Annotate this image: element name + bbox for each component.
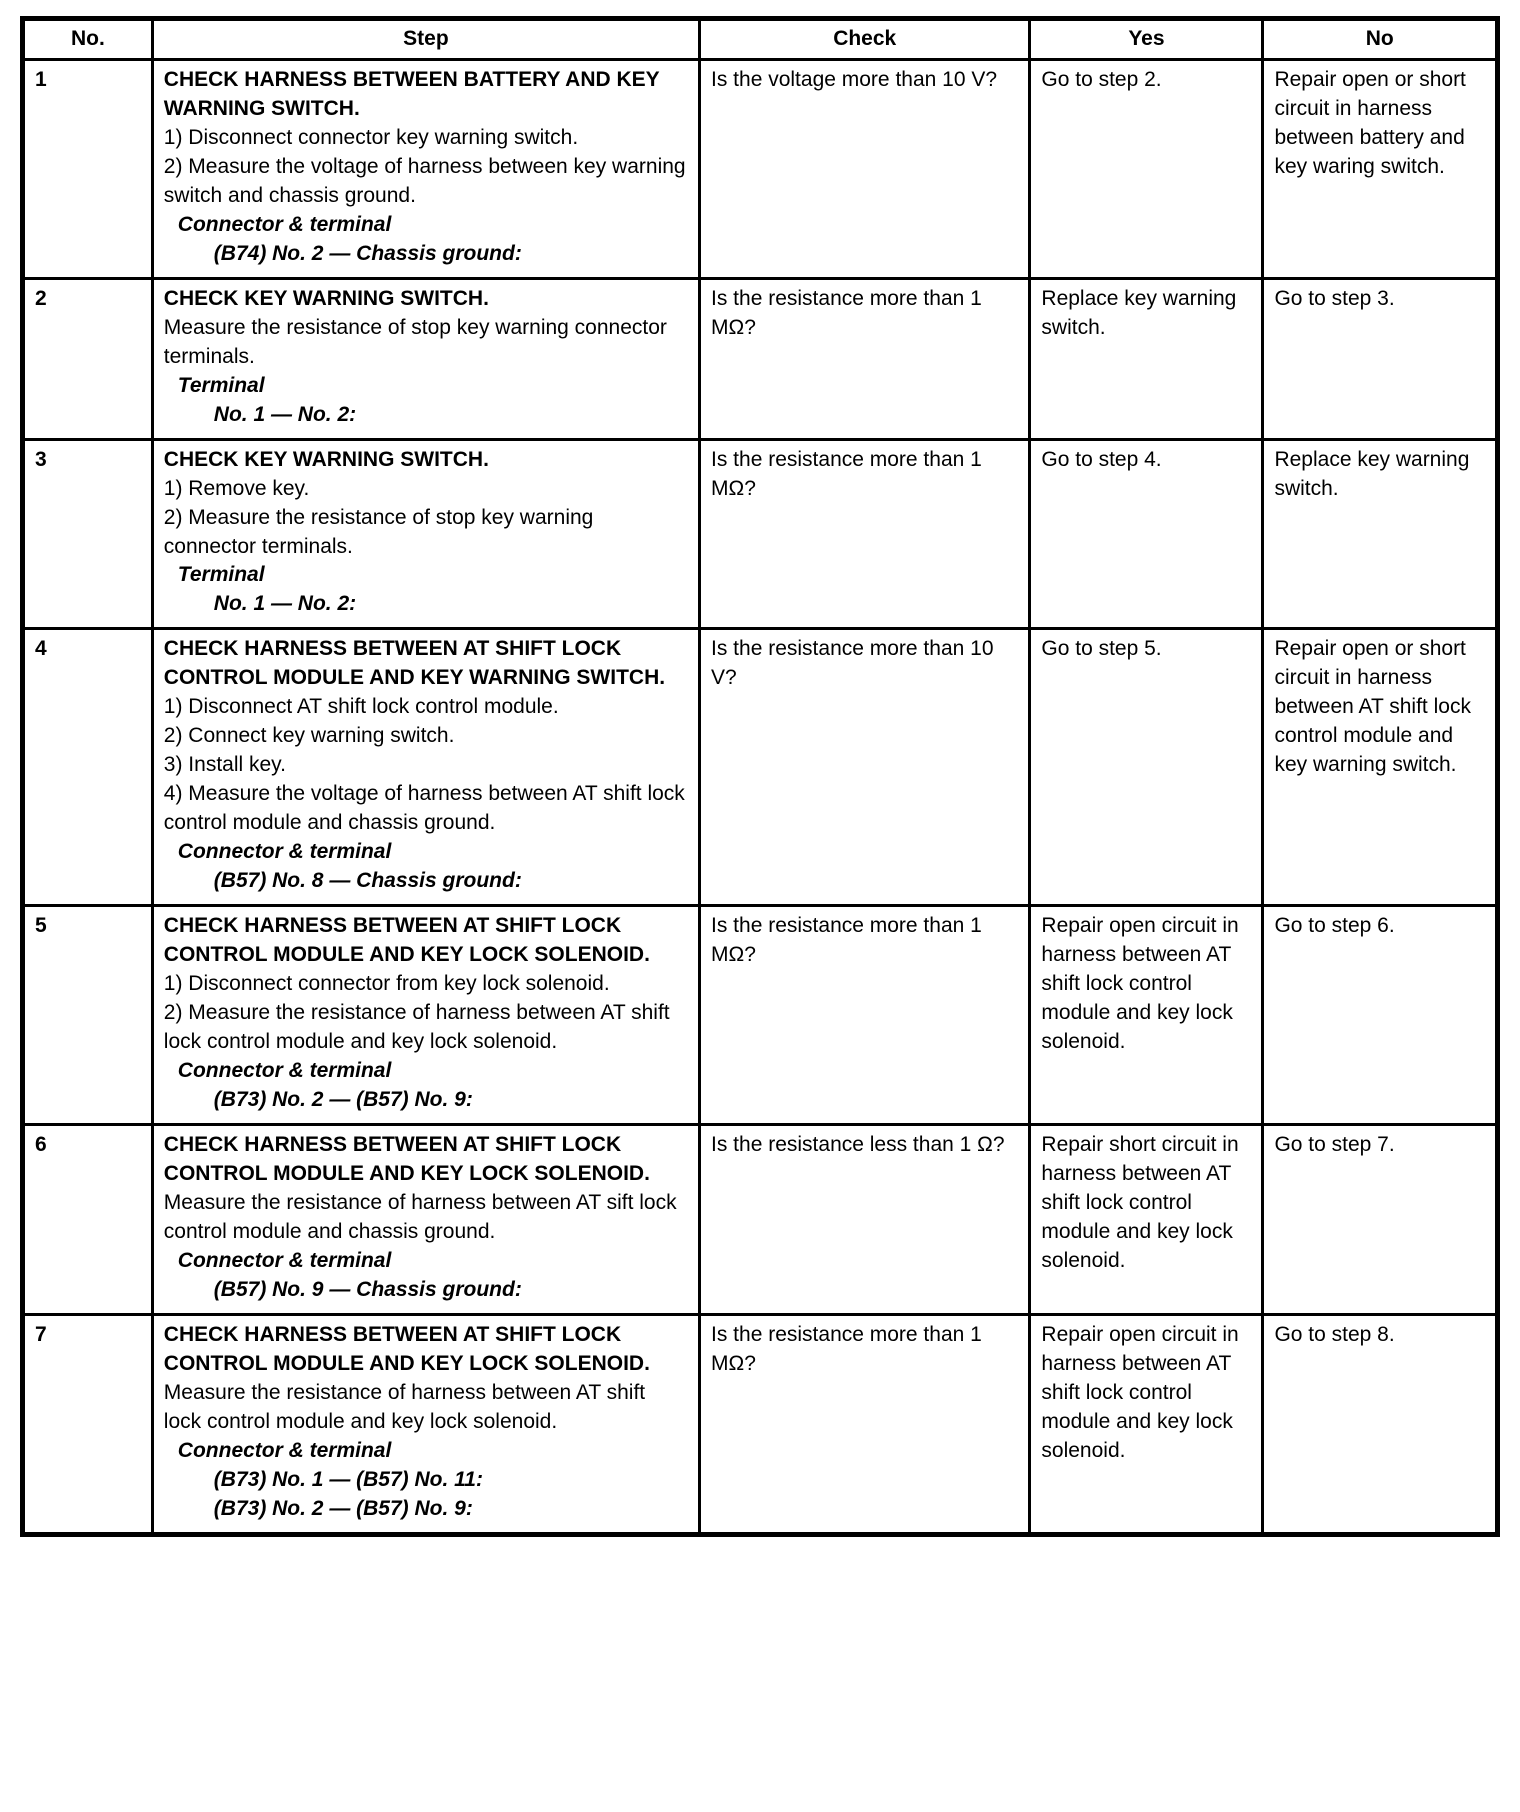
yes-cell: Repair short circuit in harness between AT shift lock control module and key lock solenoid. (1030, 1124, 1263, 1314)
step-number: 2 (23, 278, 153, 439)
step-title: CHECK KEY WARNING SWITCH. (163, 286, 489, 310)
step-cell (152, 1124, 699, 1314)
table-row (23, 906, 1498, 1125)
step-title: CHECK HARNESS BETWEEN AT SHIFT LOCK CONTROL MODULE AND KEY LOCK SOLENOID. (163, 1132, 650, 1185)
step-body: 2) Measure the resistance of stop key warning connector terminals. (163, 505, 594, 558)
yes-cell: Go to step 4. (1030, 439, 1263, 629)
step-label: Connector & terminal (177, 1058, 392, 1082)
step-body: Measure the resistance of harness between AT shift lock control module and key lock solenoid. (163, 1380, 646, 1433)
no-cell: Go to step 6. (1263, 906, 1498, 1125)
header-yes: Yes (1030, 19, 1263, 60)
step-title: CHECK HARNESS BETWEEN AT SHIFT LOCK CONTROL MODULE AND KEY WARNING SWITCH. (163, 637, 666, 690)
step-number: 1 (23, 59, 153, 278)
check-cell: Is the resistance more than 1 MΩ? (700, 906, 1030, 1125)
step-spec: (B57) No. 8 — Chassis ground: (213, 869, 522, 893)
step-label: Connector & terminal (177, 212, 392, 236)
step-label: Terminal (177, 563, 265, 587)
step-number: 3 (23, 439, 153, 629)
step-body: 2) Measure the resistance of harness between AT shift lock control module and key lock solenoid. (163, 1001, 670, 1053)
step-body: 2) Measure the voltage of harness between key warning switch and chassis ground. (163, 154, 686, 207)
step-title: CHECK KEY WARNING SWITCH. (163, 447, 489, 471)
step-cell (152, 1314, 699, 1534)
step-spec: (B73) No. 2 — (B57) No. 9: (213, 1496, 473, 1520)
step-number: 6 (23, 1124, 153, 1314)
table-row (23, 278, 1498, 439)
step-body: 4) Measure the voltage of harness between AT shift lock control module and chassis ground. (163, 782, 685, 835)
step-body: 1) Remove key. (163, 476, 310, 500)
step-body: 3) Install key. (163, 753, 286, 777)
no-cell: Repair open or short circuit in harness between battery and key waring switch. (1263, 59, 1498, 278)
step-cell (152, 629, 699, 906)
table-row (23, 439, 1498, 629)
no-cell: Go to step 3. (1263, 278, 1498, 439)
step-cell (152, 278, 699, 439)
step-cell (152, 439, 699, 629)
step-body: Measure the resistance of harness between AT sift lock control module and chassis ground. (163, 1190, 677, 1243)
table-header-row (23, 19, 1498, 60)
header-no-result: No (1263, 19, 1498, 60)
yes-cell: Repair open circuit in harness between AT shift lock control module and key lock solenoid. (1030, 1314, 1263, 1534)
table-row (23, 1314, 1498, 1534)
step-number: 7 (23, 1314, 153, 1534)
step-spec: (B57) No. 9 — Chassis ground: (213, 1277, 522, 1301)
step-number: 4 (23, 629, 153, 906)
step-body: 2) Connect key warning switch. (163, 724, 455, 748)
check-cell: Is the voltage more than 10 V? (700, 59, 1030, 278)
step-title: CHECK HARNESS BETWEEN AT SHIFT LOCK CONTROL MODULE AND KEY LOCK SOLENOID. (163, 914, 650, 967)
no-cell: Replace key warning switch. (1263, 439, 1498, 629)
header-step: Step (152, 19, 699, 60)
check-cell: Is the resistance more than 1 MΩ? (700, 439, 1030, 629)
step-number: 5 (23, 906, 153, 1125)
step-title: CHECK HARNESS BETWEEN AT SHIFT LOCK CONTROL MODULE AND KEY LOCK SOLENOID. (163, 1322, 650, 1375)
step-spec: (B73) No. 1 — (B57) No. 11: (213, 1467, 483, 1491)
yes-cell: Go to step 2. (1030, 59, 1263, 278)
step-cell (152, 59, 699, 278)
check-cell: Is the resistance more than 1 MΩ? (700, 278, 1030, 439)
table-row (23, 59, 1498, 278)
step-label: Connector & terminal (177, 1438, 392, 1462)
step-label: Connector & terminal (177, 1248, 392, 1272)
step-spec: (B74) No. 2 — Chassis ground: (213, 241, 522, 265)
step-body: 1) Disconnect connector key warning switch. (163, 125, 579, 149)
step-body: 1) Disconnect AT shift lock control module. (163, 695, 559, 719)
no-cell: Go to step 7. (1263, 1124, 1498, 1314)
step-body: Measure the resistance of stop key warning connector terminals. (163, 315, 667, 368)
yes-cell: Replace key warning switch. (1030, 278, 1263, 439)
check-cell: Is the resistance less than 1 Ω? (700, 1124, 1030, 1314)
no-cell: Repair open or short circuit in harness between AT shift lock control module and key warning switch. (1263, 629, 1498, 906)
header-check: Check (700, 19, 1030, 60)
check-cell: Is the resistance more than 10 V? (700, 629, 1030, 906)
step-spec: (B73) No. 2 — (B57) No. 9: (213, 1087, 473, 1111)
yes-cell: Go to step 5. (1030, 629, 1263, 906)
step-title: CHECK HARNESS BETWEEN BATTERY AND KEY WARNING SWITCH. (163, 67, 660, 120)
step-cell (152, 906, 699, 1125)
step-label: Connector & terminal (177, 840, 392, 864)
step-label: Terminal (177, 373, 265, 397)
check-cell: Is the resistance more than 1 MΩ? (700, 1314, 1030, 1534)
yes-cell: Repair open circuit in harness between AT shift lock control module and key lock solenoid. (1030, 906, 1263, 1125)
header-no: No. (23, 19, 153, 60)
diagnostic-table (20, 16, 1500, 1537)
step-body: 1) Disconnect connector from key lock solenoid. (163, 972, 610, 996)
no-cell: Go to step 8. (1263, 1314, 1498, 1534)
step-spec: No. 1 — No. 2: (213, 592, 357, 616)
step-spec: No. 1 — No. 2: (213, 402, 357, 426)
table-row (23, 1124, 1498, 1314)
table-row (23, 629, 1498, 906)
table-body (23, 59, 1498, 1534)
